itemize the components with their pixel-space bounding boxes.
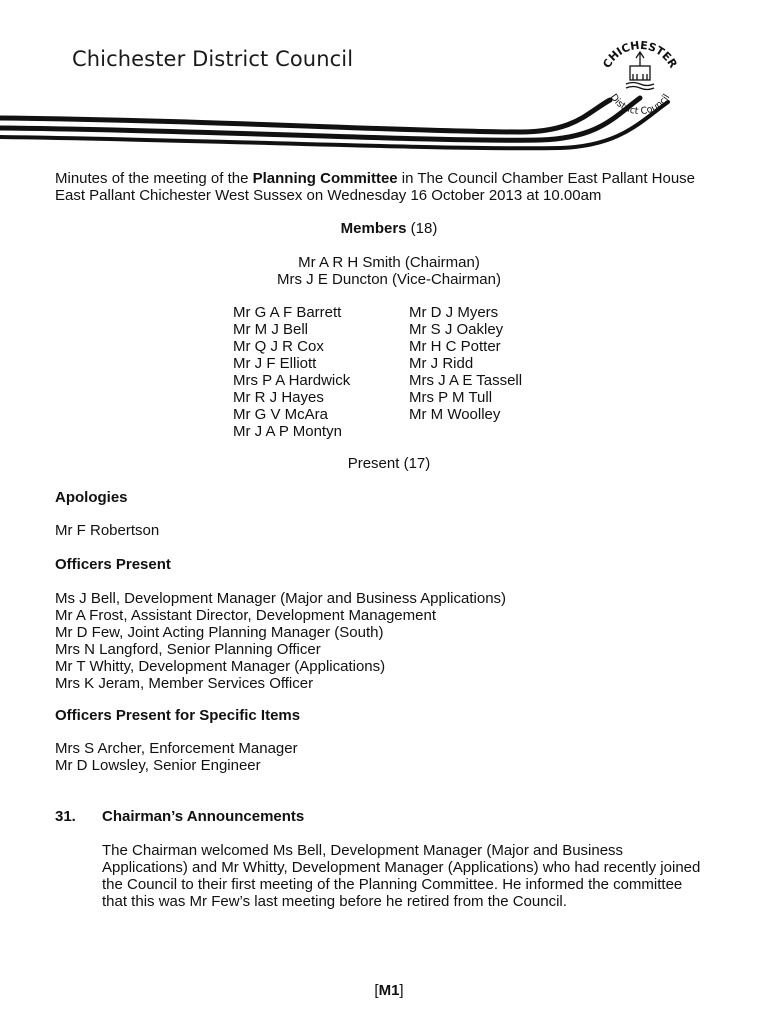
chairman-line: Mr A R H Smith (Chairman) <box>298 254 480 271</box>
seal-top-text: CHICHESTER <box>600 38 680 71</box>
wave-banner-graphic <box>0 90 680 160</box>
member-name: Mr G V McAra <box>233 406 329 423</box>
council-seal-logo <box>590 28 690 128</box>
members-left-column <box>233 304 350 440</box>
member-name: Mrs J A E Tassell <box>409 372 523 389</box>
officers-present-heading: Officers Present <box>55 556 171 573</box>
member-name: Mr J A P Montyn <box>233 423 342 440</box>
member-name: Mrs P M Tull <box>409 389 493 406</box>
svg-text:District Council <box>608 92 673 117</box>
apologies-list <box>55 522 735 539</box>
officer-entry: Mr D Few, Joint Acting Planning Manager (South) <box>55 624 384 641</box>
member-name: Mrs P A Hardwick <box>233 372 351 389</box>
meeting-intro: Minutes of the meeting of the Planning Committee in The Council Chamber East Pallant House East Pallant Chichester West Sussex on Wednesday 16 October 2013 at 10.00am <box>55 170 696 204</box>
member-name: Mr J F Elliott <box>233 355 317 372</box>
apology-name: Mr F Robertson <box>55 522 160 539</box>
member-name: Mr M Woolley <box>409 406 501 423</box>
officer-entry: Mrs N Langford, Senior Planning Officer <box>55 641 321 658</box>
seal-bottom-text: District Council <box>607 91 673 118</box>
present-count: Present (17) <box>347 455 431 472</box>
officer-entry: Ms J Bell, Development Manager (Major and Business Applications) <box>55 590 507 607</box>
member-name: Mr G A F Barrett <box>233 304 342 321</box>
officer-entry: Mr A Frost, Assistant Director, Development Management <box>55 607 436 624</box>
committee-name: Planning Committee <box>252 170 398 187</box>
page-reference: [M1] <box>374 982 404 999</box>
council-name: Chichester District Council <box>72 47 354 71</box>
member-name: Mr R J Hayes <box>233 389 324 406</box>
item-number: 31. <box>55 808 76 825</box>
vice-chairman-line: Mrs J E Duncton (Vice-Chairman) <box>277 271 501 288</box>
member-name: Mr Q J R Cox <box>233 338 324 355</box>
officer-entry: Mrs S Archer, Enforcement Manager <box>55 740 298 757</box>
officer-entry: Mr T Whitty, Development Manager (Applications) <box>55 658 386 675</box>
member-name: Mr H C Potter <box>409 338 501 355</box>
cathedral-icon <box>626 52 654 90</box>
item-paragraph: The Chairman welcomed Ms Bell, Development Manager (Major and Business Applications) and Mr Whitty, Development Manager (Applications) who had recently joined the Council to their first meeting of the Planning Committee. He informed the committee that this was Mr Few’s last meeting before he retired from the Council. <box>102 842 701 910</box>
officers-specific-heading: Officers Present for Specific Items <box>55 707 301 724</box>
officer-entry: Mrs K Jeram, Member Services Officer <box>55 675 314 692</box>
member-name: Mr D J Myers <box>409 304 499 321</box>
member-name: Mr J Ridd <box>409 355 474 372</box>
member-name: Mr S J Oakley <box>409 321 504 338</box>
item-title: Chairman’s Announcements <box>102 808 305 825</box>
member-name: Mr M J Bell <box>233 321 308 338</box>
apologies-heading: Apologies <box>55 489 128 506</box>
officer-entry: Mr D Lowsley, Senior Engineer <box>55 757 261 774</box>
members-heading: Members (18) <box>340 220 438 237</box>
officers-specific-list <box>55 740 735 774</box>
officers-present-list <box>55 590 735 692</box>
members-right-column <box>409 304 522 423</box>
